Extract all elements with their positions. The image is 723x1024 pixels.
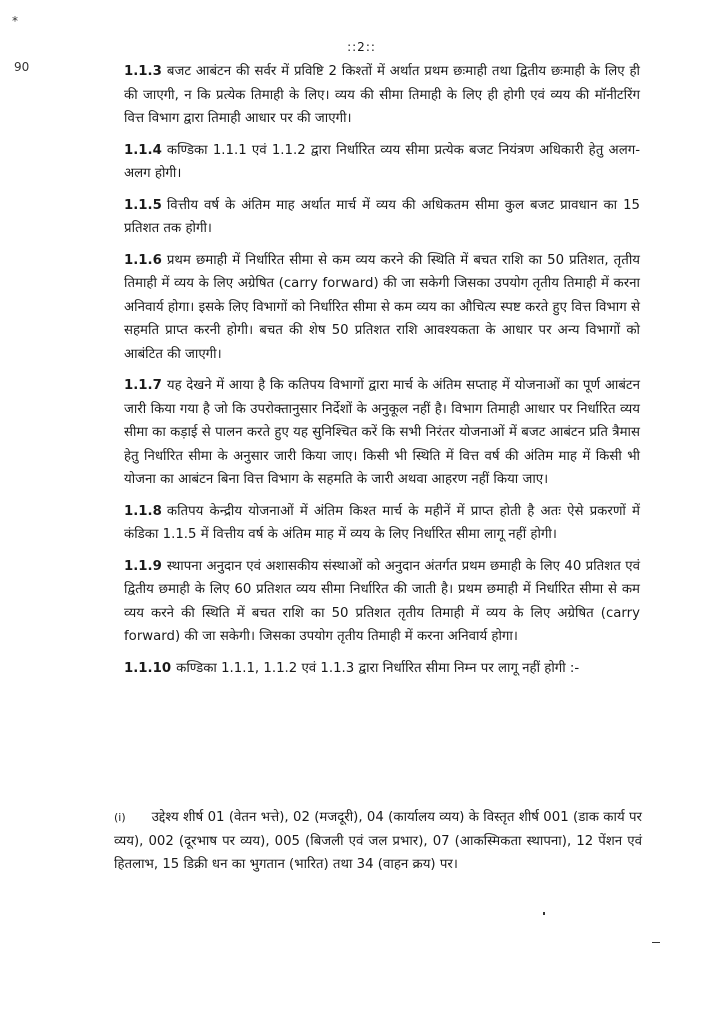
paragraph-1-1-7: [124, 374, 640, 492]
paragraph-number: 1.1.3: [124, 64, 162, 79]
paragraph-1-1-8: [124, 500, 640, 547]
paragraph-text: बजट आबंटन की सर्वर में प्रविष्टि 2 किश्तों में अर्थात प्रथम छःमाही तथा द्वितीय छःमाही के लिए ही की जाएगी, न कि प्रत्येक तिमाही के लिए। व्यय की सीमा तिमाही के लिए ही होगी एवं व्यय की मॉनीटरिंग वित्त विभाग द्वारा तिमाही आधार पर की जाएगी।: [124, 64, 640, 126]
scan-speck: [652, 942, 660, 943]
paragraph-1-1-4: [124, 139, 640, 186]
margin-mark: 90: [14, 60, 30, 74]
paragraph-1-1-3: [124, 60, 640, 131]
paragraph-1-1-9: [124, 555, 640, 649]
paragraph-text: कण्डिका 1.1.1, 1.1.2 एवं 1.1.3 द्वारा निर्धारित सीमा निम्न पर लागू नहीं होगी :-: [176, 660, 580, 676]
paragraph-text: कण्डिका 1.1.1 एवं 1.1.2 द्वारा निर्धारित व्यय सीमा प्रत्येक बजट नियंत्रण अधिकारी हेतु अलग-अलग होगी।: [124, 142, 640, 181]
paragraph-text: स्थापना अनुदान एवं अशासकीय संस्थाओं को अनुदान अंतर्गत प्रथम छमाही के लिए 40 प्रतिशत एवं द्वितीय छमाही के लिए 60 प्रतिशत व्यय सीमा निर्धारित की जाती है। प्रथम छमाही में निर्धारित सीमा से कम व्यय करने की स्थिति में बचत राशि का 50 प्रतिशत तृतीय तिमाही में व्यय के लिए अग्रेषित (carry forward) की जा सकेगी। जिसका उपयोग तृतीय तिमाही में करना अनिवार्य होगा।: [124, 558, 640, 644]
paragraph-1-1-6: [124, 249, 640, 367]
paragraph-text: प्रथम छमाही में निर्धारित सीमा से कम व्यय करने की स्थिति में बचत राशि का 50 प्रतिशत, तृतीय तिमाही में व्यय के लिए अग्रेषित (carry forward) की जा सकेगी जिसका उपयोग तृतीय तिमाही में करना अनिवार्य होगा। इसके लिए विभागों को निर्धारित सीमा से कम व्यय का औचित्य स्पष्ट करते हुए वित्त विभाग से सहमति प्राप्त करनी होगी। बचत की शेष 50 प्रतिशत राशि आवश्यकता के आधार पर अन्य विभागों को आबंटित की जाएगी।: [124, 252, 640, 362]
margin-mark: *: [12, 14, 18, 28]
paragraph-text: यह देखने में आया है कि कतिपय विभागों द्वारा मार्च के अंतिम सप्ताह में योजनाओं का पूर्ण आबंटन जारी किया गया है जो कि उपरोक्तानुसार निर्देशों के अनुकूल नहीं है। विभाग तिमाही आधार पर निर्धारित व्यय सीमा का कड़ाई से पालन करते हुए यह सुनिश्चित करें कि सभी निरंतर योजनाओं में बजट आबंटन प्रति त्रैमास हेतु निर्धारित सीमा के अनुसार जारी किया जाए। किसी भी स्थिति में वित्त वर्ष की अंतिम माह में किसी भी योजना का आबंटन बिना वित्त विभाग के सहमति के जारी अथवा आहरण नहीं किया जाए।: [124, 378, 640, 487]
page-number: ::2::: [347, 40, 376, 54]
paragraph-number: 1.1.5: [124, 197, 162, 213]
paragraph-1-1-10: [124, 657, 640, 681]
paragraph-1-1-5: [124, 194, 640, 241]
paragraph-number: 1.1.10: [124, 660, 172, 676]
paragraph-number: 1.1.7: [124, 378, 162, 393]
sub-item-marker: (i): [114, 811, 126, 824]
paragraph-number: 1.1.6: [124, 252, 162, 268]
sub-item-text: उद्देश्य शीर्ष 01 (वेतन भत्ते), 02 (मजदूरी), 04 (कार्यालय व्यय) के विस्तृत शीर्ष 001 (डाक कार्य पर व्यय), 002 (दूरभाष पर व्यय), 005 (बिजली एवं जल प्रभार), 07 (आकस्मिकता स्थापना), 12 पेंशन एवं हितलाभ, 15 डिक्री धन का भुगतान (भारित) तथा 34 (वाहन क्रय) पर।: [114, 810, 642, 872]
paragraph-text: कतिपय केन्द्रीय योजनाओं में अंतिम किश्त मार्च के महीनें में प्राप्त होती है अतः ऐसे प्रकरणों में कंडिका 1.1.5 में वित्तीय वर्ष के अंतिम माह में व्यय के लिए निर्धारित सीमा लागू नहीं होगी।: [124, 503, 640, 542]
sub-item-i: [114, 806, 642, 877]
paragraph-number: 1.1.4: [124, 142, 162, 158]
paragraph-text: वित्तीय वर्ष के अंतिम माह अर्थात मार्च में व्यय की अधिकतम सीमा कुल बजट प्रावधान का 15 प्रतिशत तक होगी।: [124, 197, 640, 236]
scan-speck: [543, 912, 545, 915]
paragraph-number: 1.1.9: [124, 558, 162, 574]
paragraph-number: 1.1.8: [124, 503, 162, 519]
document-body: [124, 60, 640, 688]
